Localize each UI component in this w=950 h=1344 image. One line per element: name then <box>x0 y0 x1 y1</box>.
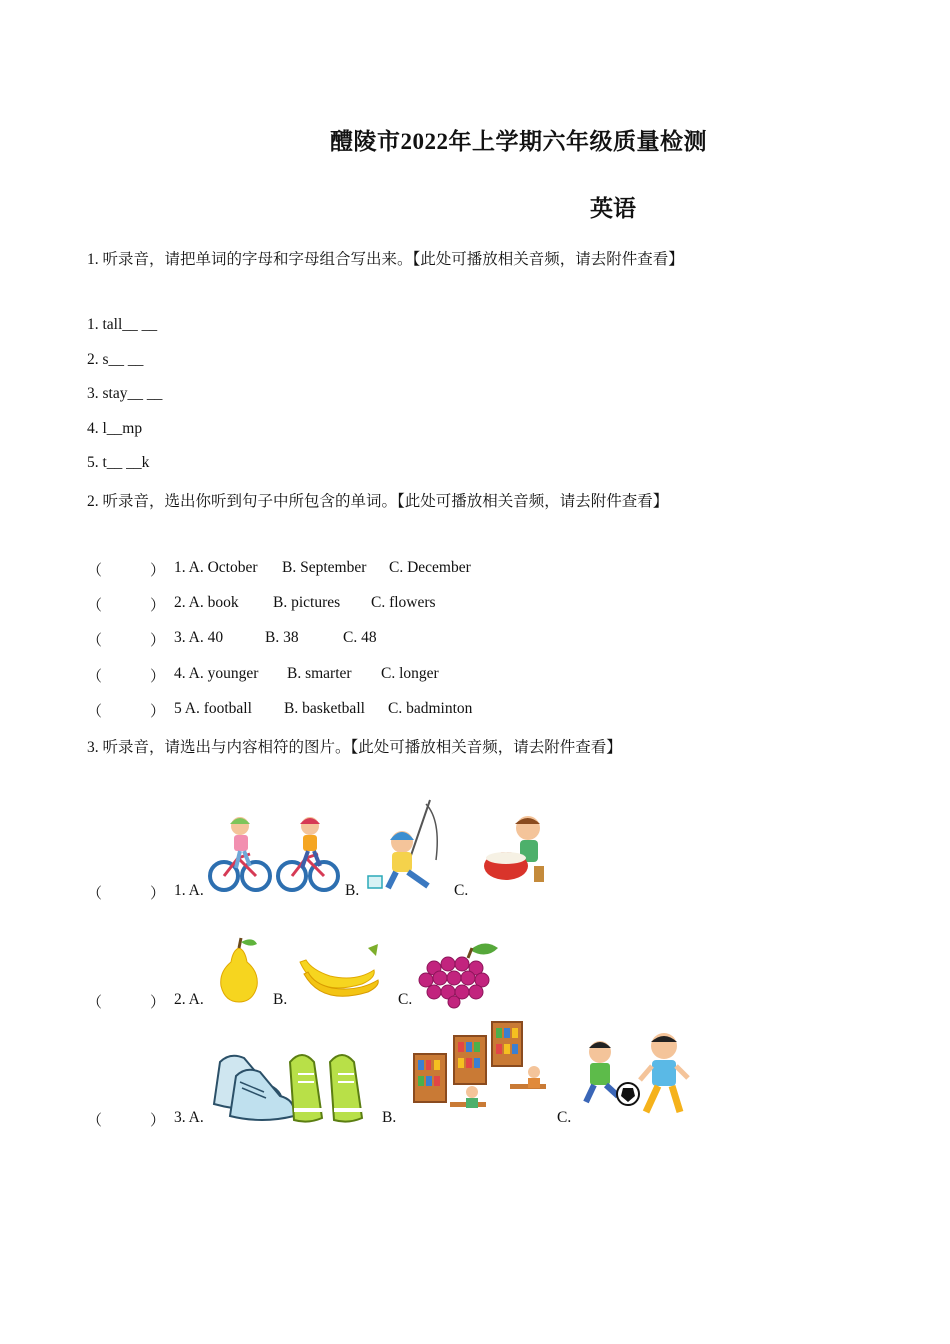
option-a: 1. A. <box>174 882 204 899</box>
answer-paren-close: ） <box>150 598 166 614</box>
option-a: 3. A. 40 <box>174 629 224 646</box>
answer-paren-close: ） <box>150 704 166 720</box>
answer-paren-open: （ <box>87 563 103 579</box>
option-c: C. <box>557 1109 572 1126</box>
option-c: C. <box>454 882 469 899</box>
option-c: C. 48 <box>343 629 377 646</box>
section1-item: 5. t__ __k <box>87 454 150 471</box>
section2-prompt: 2. 听录音，选出你听到句子中所包含的单词。【此处可播放相关音频，请去附件查看】 <box>87 493 669 510</box>
answer-paren-open: （ <box>87 669 103 685</box>
option-a: 2. A. book <box>174 594 239 611</box>
answer-paren-close: ） <box>150 886 166 902</box>
option-c: C. badminton <box>388 700 473 717</box>
bananas-image <box>296 940 382 1004</box>
section1-item: 2. s__ __ <box>87 351 144 368</box>
answer-paren-open: （ <box>87 995 103 1011</box>
page-title: 醴陵市2022年上学期六年级质量检测 <box>330 129 707 154</box>
answer-paren-close: ） <box>150 1113 166 1129</box>
option-b: B. September <box>282 559 367 576</box>
answer-paren-close: ） <box>150 633 166 649</box>
answer-paren-open: （ <box>87 598 103 614</box>
option-a: 3. A. <box>174 1109 204 1126</box>
answer-paren-open: （ <box>87 1113 103 1129</box>
option-b: B. <box>345 882 360 899</box>
option-a: 2. A. <box>174 991 204 1008</box>
boy-washing-clothes-image <box>482 810 552 886</box>
answer-paren-close: ） <box>150 563 166 579</box>
subject-title: 英语 <box>590 196 636 221</box>
option-c: C. flowers <box>371 594 436 611</box>
section1-item: 1. tall__ __ <box>87 316 158 333</box>
option-c: C. <box>398 991 413 1008</box>
section1-item: 4. l__mp <box>87 420 143 437</box>
answer-paren-open: （ <box>87 633 103 649</box>
option-c: C. December <box>389 559 471 576</box>
section1-item: 3. stay__ __ <box>87 385 163 402</box>
pear-image <box>213 936 265 1004</box>
section3-prompt: 3. 听录音，请选出与内容相符的图片。【此处可播放相关音频，请去附件查看】 <box>87 739 622 756</box>
answer-paren-open: （ <box>87 704 103 720</box>
answer-paren-close: ） <box>150 995 166 1011</box>
sneakers-image <box>210 1040 380 1124</box>
answer-paren-close: ） <box>150 669 166 685</box>
option-a: 4. A. younger <box>174 665 259 682</box>
option-a: 5 A. football <box>174 700 252 717</box>
option-b: B. <box>382 1109 397 1126</box>
option-c: C. longer <box>381 665 439 682</box>
kids-riding-bikes-image <box>210 812 340 896</box>
section1-prompt: 1. 听录音，请把单词的字母和字母组合写出来。【此处可播放相关音频，请去附件查看】 <box>87 251 684 268</box>
option-b: B. basketball <box>284 700 365 717</box>
grapes-image <box>414 938 500 1008</box>
boy-fishing-image <box>366 800 450 896</box>
library-bookshelves-image <box>410 1020 554 1120</box>
answer-paren-open: （ <box>87 886 103 902</box>
option-a: 1. A. October <box>174 559 258 576</box>
option-b: B. <box>273 991 288 1008</box>
boys-playing-football-image <box>578 1030 700 1122</box>
option-b: B. smarter <box>287 665 352 682</box>
option-b: B. 38 <box>265 629 299 646</box>
option-b: B. pictures <box>273 594 341 611</box>
